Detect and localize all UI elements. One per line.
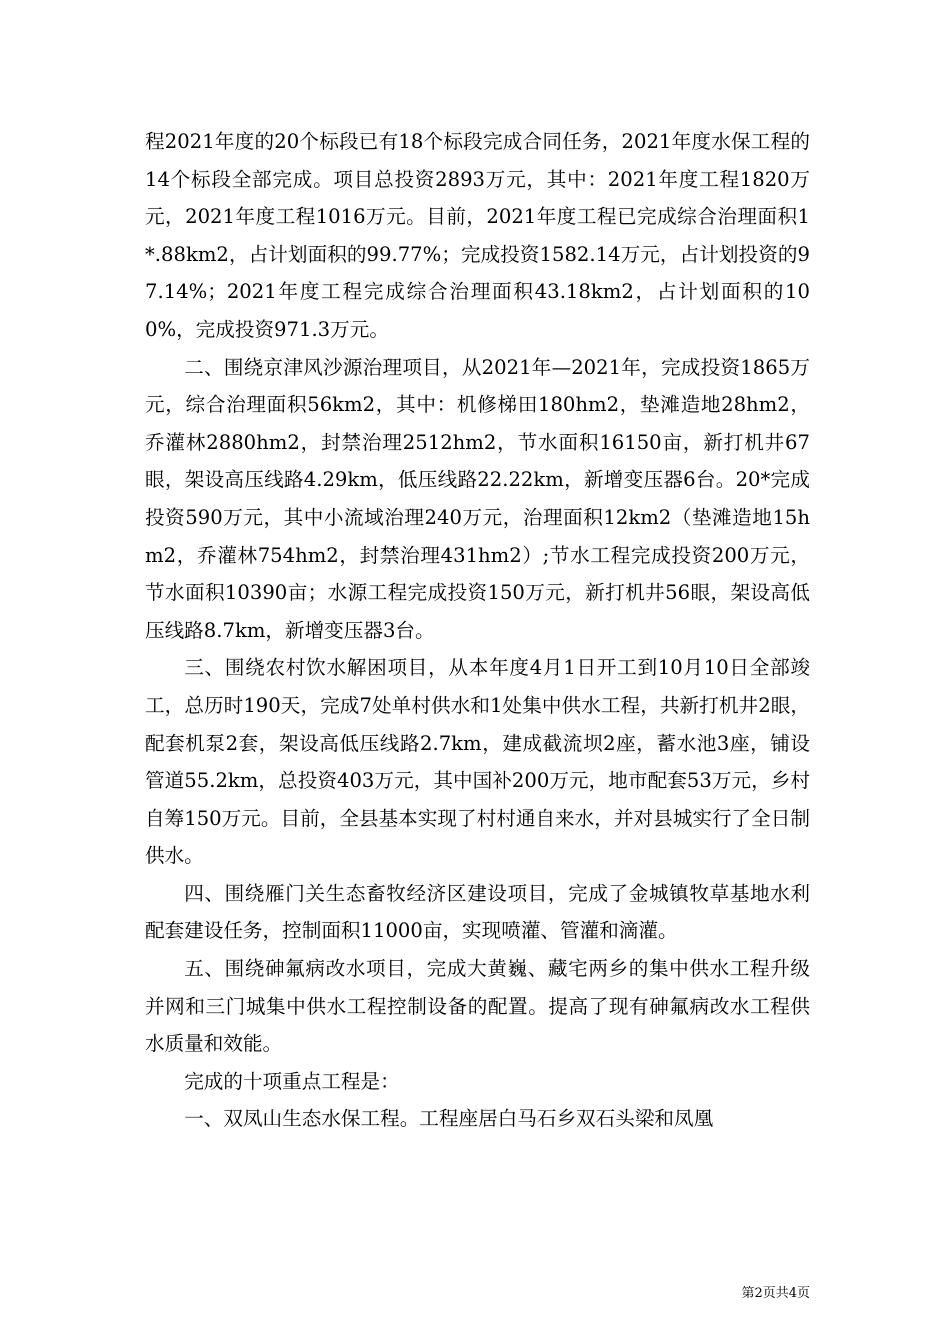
paragraph-ten-projects-heading: 完成的十项重点工程是：: [184, 1069, 400, 1093]
paragraph-ecological-husbandry: 四、围绕雁门关生态畜牧经济区建设项目，完成了金城镇牧草基地水利配套建设任务，控制面积11000亩，实现喷灌、管灌和滴灌。: [145, 881, 810, 943]
paragraph-arsenic-fluorine: 五、围绕砷氟病改水项目，完成大黄巍、藏宅两乡的集中供水工程升级并网和三门城集中供水工程控制设备的配置。提高了现有砷氟病改水工程供水质量和效能。: [145, 957, 810, 1056]
paragraph-sand-control: 二、围绕京津风沙源治理项目，从2021年—2021年，完成投资1865万元，综合治理面积56km2，其中：机修梯田180hm2，垫滩造地28hm2，乔灌林2880hm2，封禁治理2512hm2，节水面积16150亩，新打机井67眼，架设高压线路4.29km，低压线路22.22km，新增变压器6台。20*完成投资590万元，其中小流域治理240万元，治理面积12km2（垫滩造地15hm2，乔灌林754hm2，封禁治理431hm2）;节水工程完成投资200万元，节水面积10390亩；水源工程完成投资150万元，新打机井56眼，架设高低压线路8.7km，新增变压器3台。: [145, 355, 810, 642]
page-number-footer: 第2页共4页: [741, 1286, 810, 1301]
document-body: [145, 123, 810, 1138]
paragraph-project-one: 一、双凤山生态水保工程。工程座居白马石乡双石头梁和凤凰: [184, 1107, 714, 1131]
paragraph-continuation: 程2021年度的20个标段已有18个标段完成合同任务，2021年度水保工程的14个标段全部完成。项目总投资2893万元，其中：2021年度工程1820万元，2021年度工程1016万元。目前，2021年度工程已完成综合治理面积1*.88km2，占计划面积的99.77%；完成投资1582.14万元，占计划投资的97.14%；2021年度工程完成综合治理面积43.18km2，占计划面积的100%，完成投资971.3万元。: [145, 130, 810, 341]
paragraph-drinking-water: 三、围绕农村饮水解困项目，从本年度4月1日开工到10月10日全部竣工，总历时190天，完成7处单村供水和1处集中供水工程，共新打机井2眼，配套机泵2套，架设高低压线路2.7km，建成截流坝2座，蓄水池3座，铺设管道55.2km，总投资403万元，其中国补200万元，地市配套53万元，乡村自筹150万元。目前，全县基本实现了村村通自来水，并对县城实行了全日制供水。: [145, 656, 810, 868]
